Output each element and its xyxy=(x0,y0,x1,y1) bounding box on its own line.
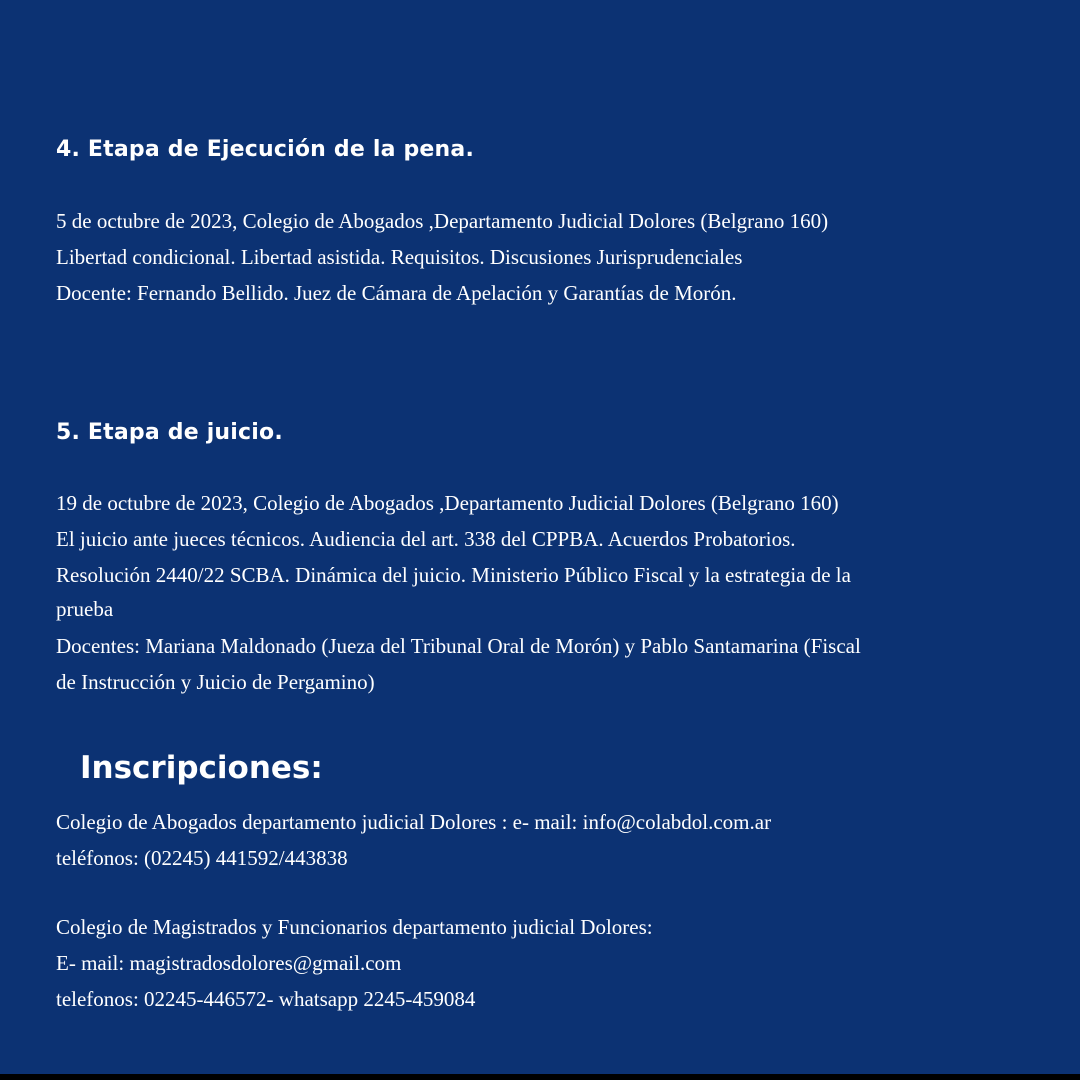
bottom-edge-bar xyxy=(0,1074,1080,1080)
section-5-line-topics-3: prueba xyxy=(56,597,114,621)
abogados-contact-email: Colegio de Abogados departamento judicial Dolores : e- mail: info@colabdol.com.ar xyxy=(56,810,772,834)
section-5-line-docentes-1: Docentes: Mariana Maldonado (Jueza del Tribunal Oral de Morón) y Pablo Santamarina (Fiscal xyxy=(56,634,861,658)
magistrados-contact-email: E- mail: magistradosdolores@gmail.com xyxy=(56,951,402,975)
section-4-title: 4. Etapa de Ejecución de la pena. xyxy=(56,137,475,162)
section-4-line-topics: Libertad condicional. Libertad asistida. Requisitos. Discusiones Jurisprudenciales xyxy=(56,245,743,269)
magistrados-contact-phones: telefonos: 02245-446572- whatsapp 2245-459084 xyxy=(56,987,476,1011)
section-5-line-topics-1: El juicio ante jueces técnicos. Audiencia del art. 338 del CPPBA. Acuerdos Probatorios. xyxy=(56,527,796,551)
section-4-line-date: 5 de octubre de 2023, Colegio de Abogados ,Departamento Judicial Dolores (Belgrano 160) xyxy=(56,209,829,233)
section-5-line-topics-2: Resolución 2440/22 SCBA. Dinámica del juicio. Ministerio Público Fiscal y la estrategia de la xyxy=(56,563,851,587)
inscripciones-title: Inscripciones: xyxy=(80,750,323,786)
magistrados-contact-name: Colegio de Magistrados y Funcionarios departamento judicial Dolores: xyxy=(56,915,653,939)
section-4-line-docente: Docente: Fernando Bellido. Juez de Cámara de Apelación y Garantías de Morón. xyxy=(56,281,737,305)
section-5-line-date: 19 de octubre de 2023, Colegio de Abogados ,Departamento Judicial Dolores (Belgrano 160) xyxy=(56,491,839,515)
section-5-title: 5. Etapa de juicio. xyxy=(56,420,283,445)
section-5-line-docentes-2: de Instrucción y Juicio de Pergamino) xyxy=(56,670,375,694)
abogados-contact-phones: teléfonos: (02245) 441592/443838 xyxy=(56,846,348,870)
